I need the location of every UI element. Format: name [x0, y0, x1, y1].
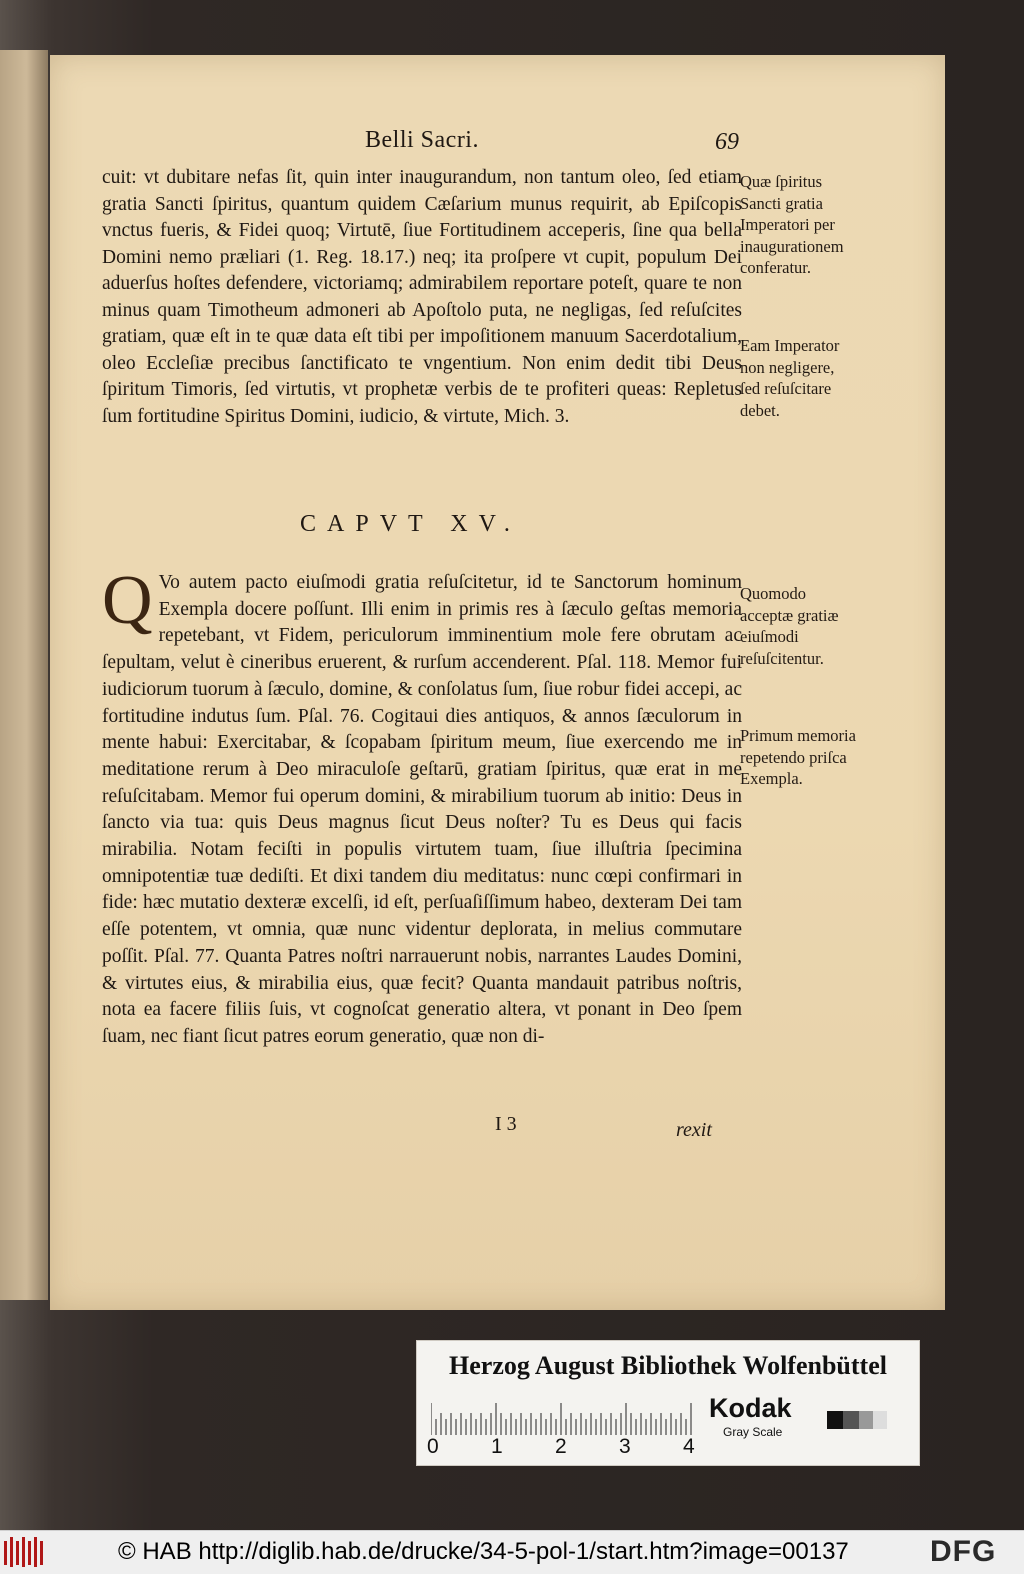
- drop-cap: Q: [102, 562, 153, 639]
- left-page-edge: [0, 50, 48, 1300]
- barcode-logo-icon: [2, 1535, 48, 1569]
- library-name: Herzog August Bibliothek Wolfenbüttel: [449, 1351, 887, 1380]
- margin-note: Quæ ſpiritus Sancti gratia Imperatori per inaugurationem conferatur.: [740, 172, 844, 277]
- paragraph-2: [102, 562, 742, 1051]
- catchword: rexit: [676, 1119, 712, 1141]
- signature-mark: I 3: [495, 1113, 517, 1135]
- page-header: [50, 127, 945, 161]
- margin-note: Primum memoria repetendo priſca Exempla.: [740, 726, 856, 788]
- grayscale-label: Gray Scale: [723, 1425, 783, 1439]
- book-page: [50, 55, 945, 1310]
- page-number: 69: [715, 129, 739, 155]
- scale-number: 0: [427, 1435, 439, 1458]
- footer-url-text: © HAB http://diglib.hab.de/drucke/34-5-pol-1/start.htm?image=00137: [118, 1538, 849, 1565]
- margin-note: Quomodo acceptæ gratiæ eiuſmodi reſuſcitentur.: [740, 584, 839, 668]
- scale-number: 2: [555, 1435, 567, 1458]
- paragraph-1: cuit: vt dubitare nefas ſit, quin inter inaugurandum, non tantum oleo, ſed etiam gratia Sancti ſpiritus, quantum quidem Cæſarium munus requirit, ab Epiſcopis vnctus fueris, & Fidei quoq; Virtutē, ſiue Fortitudinem acceperis, ſine qua bella Domini nemo præliari (1. Reg. 18.17.) neq; ita proſpere vt cupit, populum Dei aduerſus hoſtes defendere, victoriamq; admirabilem reportare poteſt, quare te non minus quam Timotheum admoneri ab Apoſtolo puta, ne negligas, ſed reſuſcites gratiam, quæ eſt in te quæ data eſt tibi per impoſitionem manuum Sacerdotalium, oleo Eccleſiæ precibus ſanctificato te vngentium. Non enim dedit tibi Deus ſpiritum Timoris, ſed virtutis, vt prophetæ verbis de te profiteri queas: Repletus ſum fortitudine Spiritus Domini, iudicio, & virtute, Mich. 3.: [102, 167, 742, 427]
- paragraph-2-text: Vo autem pacto eiuſmodi gratia reſuſcitetur, id te Sanctorum hominum Exempla docere poſſunt. Illi enim in primis res à ſæculo geſtas memoria repetebant, vt Fidem, periculorum imminentium mole fere obrutam ac ſepultam, velut è cineribus eruerent, & rurſum accenderent. Pſal. 118. Memor fui iudiciorum tuorum à ſæculo, domine, & conſolatus ſum, ſiue robur fidei accepi, ac fortitudine indutus ſum. Pſal. 76. Cogitaui dies antiquos, & annos ſæculorum in mente habui: Exercitabar, & ſcopabam ſpiritum meum, ſiue exercendo me in meditatione rerum à Deo miraculoſe geſtarū, gratiam ſpiritus, quæ erat in me reſuſcitabam. Memor fui operum domini, & mirabilium tuorum ab initio: Deus in ſancto via tua: quis Deus magnus ſicut Deus noſter? Tu es Deus qui facis mirabilia. Notam feciſti in populis virtutem tuam, ſiue illuſtria ſpecimina omnipotentiæ tuæ dediſti. Et dixi tandem diu meditatus: nunc cœpi confirmari in fide: hæc mutatio dexteræ excelſi, id eſt, perſuaſiſſimum habeo, dexteram Dei tam eſſe potentem, vt omnia, quæ nunc videntur deplorata, in melius commutare poſſit. Pſal. 77. Quanta Patres noſtri narrauerunt nobis, narrantes Laudes Domini, & virtutes eius, & mirabilia eius, quæ fecit? Quanta mandauit patribus noſtris, nota ea facere filiis ſuis, vt cognoſcat generatio altera, vt ponant in Deo ſpem ſuam, nec fiant ſicut patres eorum generatio, quæ non di-: [102, 572, 742, 1047]
- scale-number: 1: [491, 1435, 503, 1458]
- kodak-brand: Kodak: [709, 1393, 792, 1423]
- color-calibration-bar: [416, 1340, 920, 1466]
- running-head: Belli Sacri.: [365, 127, 479, 153]
- ruler-scale-icon: [431, 1399, 693, 1435]
- margin-note: Eam Imperator non negligere, ſed reſuſcitare debet.: [740, 336, 840, 420]
- gray-patches-icon: [827, 1411, 887, 1429]
- scale-number: 4: [683, 1435, 695, 1458]
- chapter-heading: CAPVT XV.: [300, 511, 521, 537]
- dfg-logo: DFG: [930, 1535, 997, 1568]
- footer-bar: [0, 1530, 1024, 1574]
- scale-number: 3: [619, 1435, 631, 1458]
